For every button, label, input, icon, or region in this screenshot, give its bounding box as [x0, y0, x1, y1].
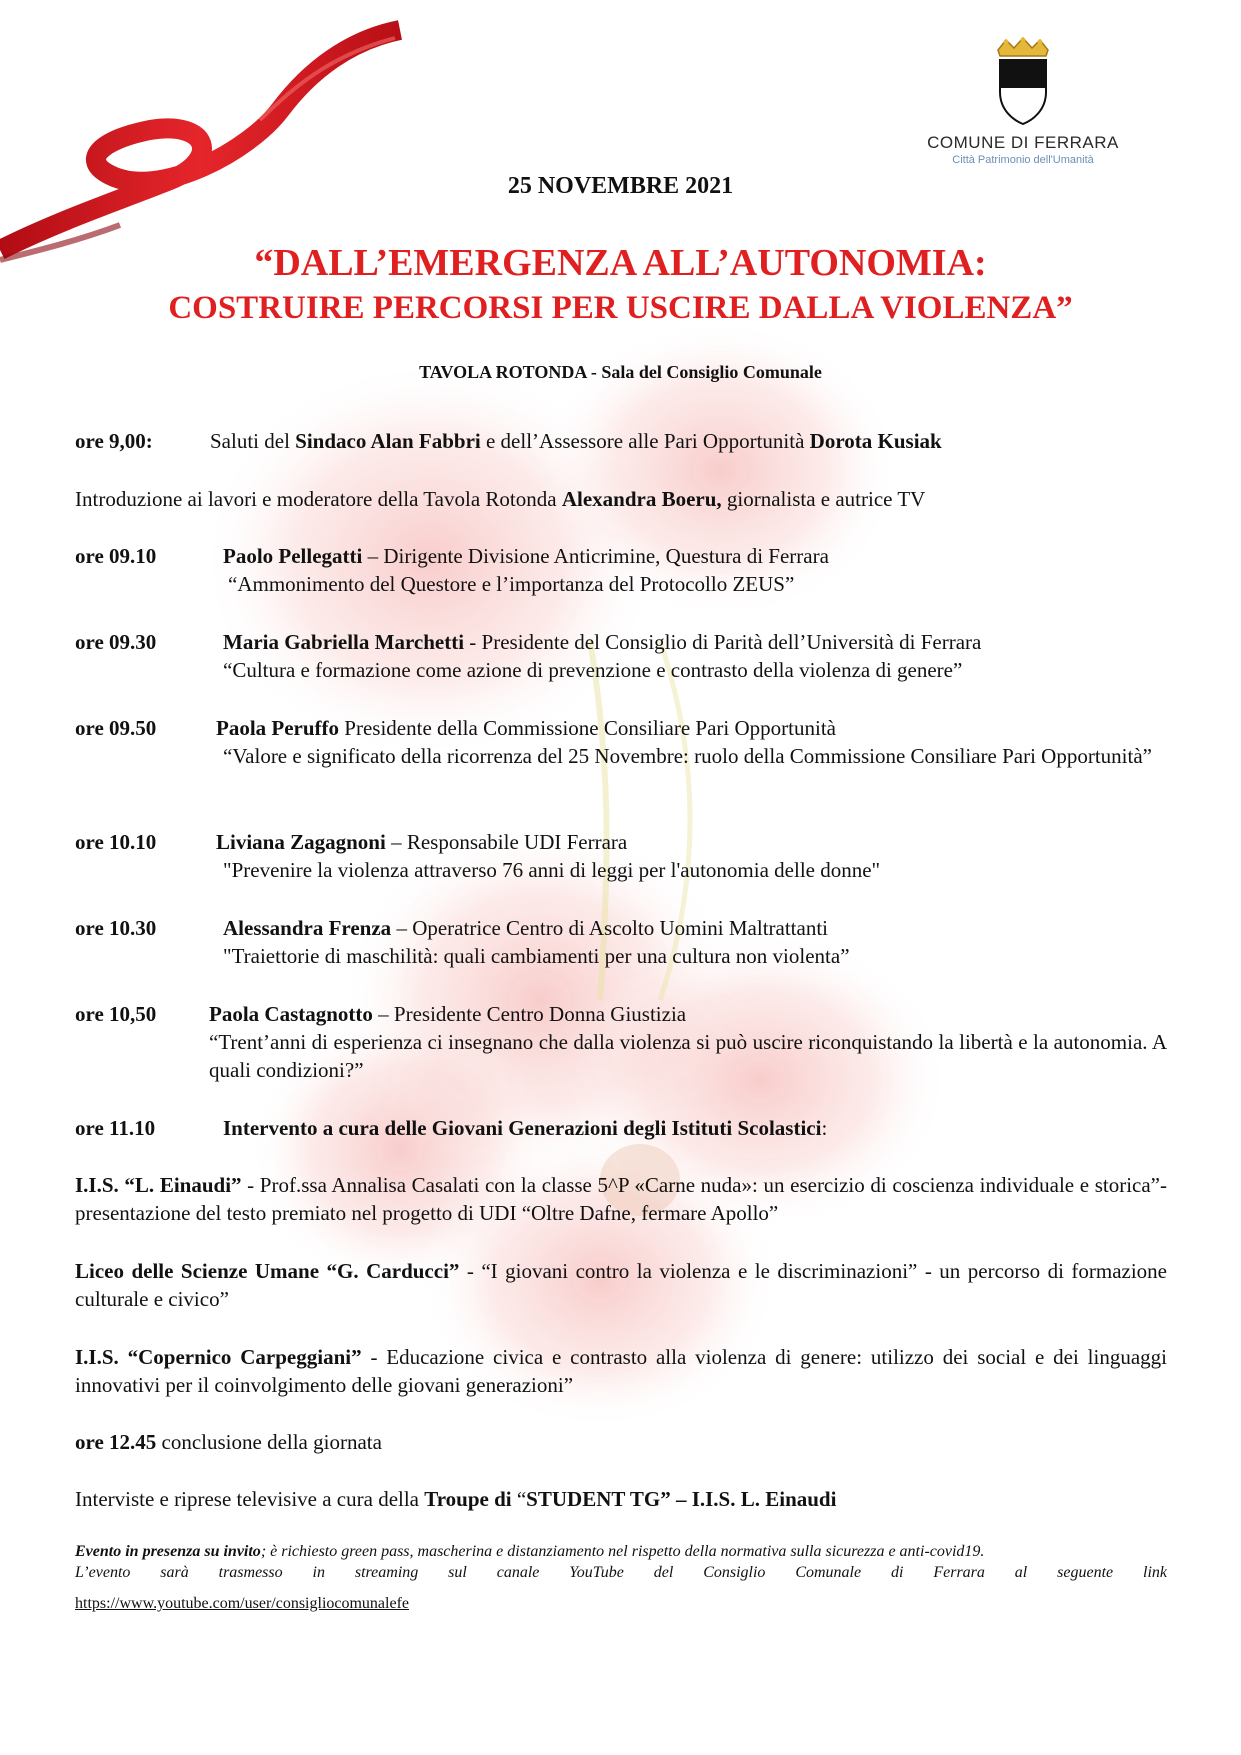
program-time: ore 10.10: [75, 830, 157, 854]
program-time: ore 09.10: [75, 544, 157, 568]
coat-of-arms-icon: [988, 36, 1058, 126]
program-talk: "Prevenire la violenza attraverso 76 anni di leggi per l'autonomia delle donne": [223, 858, 881, 882]
program-speaker: Liviana Zagagnoni – Responsabile UDI Ferrara: [216, 830, 628, 854]
opening-time: ore 9,00:: [75, 429, 153, 453]
logo-name: COMUNE DI FERRARA: [927, 133, 1119, 152]
program-time: ore 09.50: [75, 716, 157, 740]
program-talk: “Trent’anni di esperienza ci insegnano che dalla violenza si può uscire riconquistando la libertà e la autonomia. A quali condizioni?”: [209, 1030, 1167, 1082]
youth-time: ore 11.10: [75, 1116, 156, 1140]
title-line-1: “DALL’EMERGENZA ALL’AUTONOMIA:: [254, 242, 987, 284]
program-time: ore 09.30: [75, 630, 157, 654]
media-line: Interviste e riprese televisive a cura della Troupe di “STUDENT TG” – I.I.S. L. Einaudi: [75, 1487, 837, 1511]
school-item: I.I.S. “L. Einaudi” - Prof.ssa Annalisa Casalati con la classe 5^P «Carne nuda»: un esercizio di coscienza individuale e storica”- presentazione del testo premiato nel progetto di UDI “Oltre Dafne, fermare Apollo”: [75, 1173, 1167, 1225]
youth-heading: Intervento a cura delle Giovani Generazioni degli Istituti Scolastici:: [223, 1116, 828, 1140]
program-speaker: Paolo Pellegatti – Dirigente Divisione Anticrimine, Questura di Ferrara: [223, 544, 829, 568]
closing-line: ore 12.45 conclusione della giornata: [75, 1430, 382, 1454]
event-subtitle: TAVOLA ROTONDA - Sala del Consiglio Comunale: [419, 362, 822, 382]
program-time: ore 10,50: [75, 1002, 157, 1026]
program-talk: "Traiettorie di maschilità: quali cambiamenti per una cultura non violenta”: [223, 944, 850, 968]
program-speaker: Paola Castagnotto – Presidente Centro Donna Giustizia: [209, 1002, 687, 1026]
program-talk: “Valore e significato della ricorrenza del 25 Novembre: ruolo della Commissione Consiliare Pari Opportunità”: [223, 744, 1152, 768]
title-line-2: COSTRUIRE PERCORSI PER USCIRE DALLA VIOLENZA”: [168, 289, 1073, 326]
comune-logo: [918, 36, 1128, 166]
program-speaker: Alessandra Frenza – Operatrice Centro di Ascolto Uomini Maltrattanti: [223, 916, 829, 940]
event-title: [40, 240, 1201, 329]
event-date: 25 NOVEMBRE 2021: [507, 173, 734, 199]
footer-note: Evento in presenza su invito; è richiesto green pass, mascherina e distanziamento nel rispetto della normativa sulla sicurezza e anti-covid19.: [75, 1543, 985, 1560]
opening-text: Saluti del Sindaco Alan Fabbri e dell’Assessore alle Pari Opportunità Dorota Kusiak: [210, 429, 942, 453]
program-talk: “Ammonimento del Questore e l’importanza del Protocollo ZEUS”: [228, 572, 795, 596]
ribbon-illustration: [0, 30, 400, 260]
program-speaker: Paola Peruffo Presidente della Commissione Consiliare Pari Opportunità: [216, 716, 836, 740]
program-time: ore 10.30: [75, 916, 157, 940]
program-talk: “Cultura e formazione come azione di prevenzione e contrasto della violenza di genere”: [223, 658, 963, 682]
school-item: I.I.S. “Copernico Carpeggiani” - Educazione civica e contrasto alla violenza di genere: utilizzo dei social e dei linguaggi innovativi per il coinvolgimento delle giovani generazioni”: [75, 1345, 1167, 1397]
program-speaker: Maria Gabriella Marchetti - Presidente del Consiglio di Parità dell’Università di Ferrara: [223, 630, 982, 654]
logo-tagline: Città Patrimonio dell'Umanità: [952, 154, 1094, 166]
footer-streaming: L’evento sarà trasmesso in streaming sul canale YouTube del Consiglio Comunale di Ferrara al seguente link: [75, 1564, 1167, 1581]
school-item: Liceo delle Scienze Umane “G. Carducci” - “I giovani contro la violenza e le discriminazioni” - un percorso di formazione culturale e civico”: [75, 1259, 1167, 1311]
intro-paragraph: Introduzione ai lavori e moderatore della Tavola Rotonda Alexandra Boeru, giornalista e autrice TV: [75, 487, 926, 511]
youtube-link[interactable]: https://www.youtube.com/user/consigliocomunalefe: [75, 1595, 410, 1612]
